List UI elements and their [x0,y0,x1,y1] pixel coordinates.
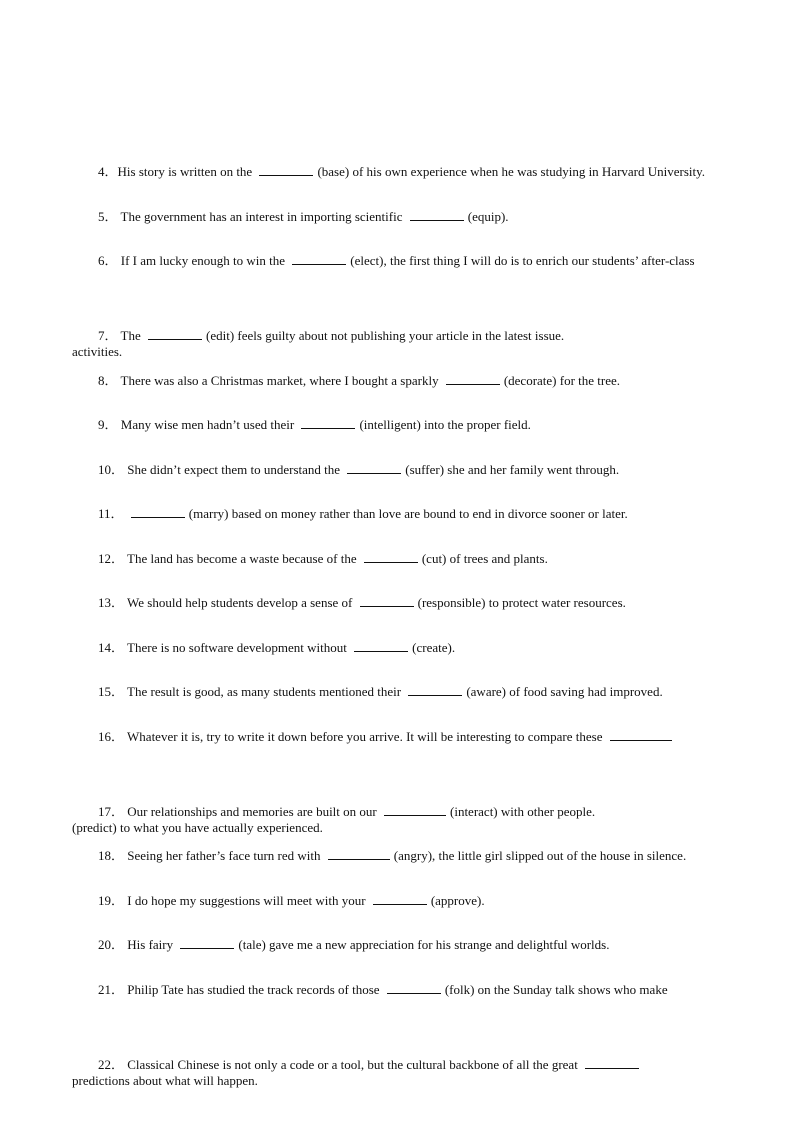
answer-blank[interactable] [292,254,346,265]
question-hint: (marry) based on money rather than love are bound to end in divorce sooner or later. [188,506,628,521]
answer-blank[interactable] [387,983,441,994]
question-continuation: (predict) to what you have actually experienced. [72,819,323,835]
question-hint: (approve). [430,892,485,908]
question-number: 20． [98,937,125,952]
question-text: If I am lucky enough to win the [117,253,289,268]
question-text: Philip Tate has studied the track records of those [124,981,383,997]
question-hint: (create). [412,639,456,655]
question-hint: (suffer) she and her family went through. [405,461,620,477]
question-text: The [117,328,144,343]
question-number: 19． [98,892,125,908]
question-number: 11． [98,506,124,521]
question-number: 14． [98,639,125,655]
question-text: His fairy [124,937,177,952]
question-hint: (decorate) for the tree. [503,372,621,388]
question-text: I do hope my suggestions will meet with your [124,892,369,908]
question-text: His story is written on the [117,164,256,179]
answer-blank[interactable] [364,552,418,563]
question-text: Classical Chinese is not only a code or a tool, but the cultural backbone of all the great [124,1056,582,1072]
question-hint: (tale) gave me a new appreciation for his strange and delightful worlds. [238,937,610,952]
question-hint: (base) of his own experience when he was studying in Harvard University. [317,164,706,179]
question-text: She didn’t expect them to understand the [124,461,344,477]
answer-blank[interactable] [408,685,462,696]
question-hint: (intelligent) into the proper field. [359,417,531,432]
question-continuation: activities. [72,344,123,359]
question-number: 8． [98,372,118,388]
answer-blank[interactable] [259,165,313,176]
answer-blank[interactable] [347,463,401,474]
question-7 [72,266,722,343]
question-hint: (equip). [467,208,509,224]
question-number: 22． [98,1056,125,1072]
question-hint: (edit) feels guilty about not publishing your article in the latest issue. [206,328,565,343]
question-text: The government has an interest in importing scientific [117,208,406,224]
question-hint: (responsible) to protect water resources. [417,595,626,610]
question-hint: (cut) of trees and plants. [421,550,548,566]
question-number: 5． [98,208,118,224]
question-number: 12． [98,550,125,566]
question-text: Our relationships and memories are built on our [124,803,380,819]
answer-blank[interactable] [180,938,234,949]
answer-blank[interactable] [610,730,672,741]
question-number: 18． [98,848,125,863]
question-text: The land has become a waste because of the [124,550,360,566]
question-text: The result is good, as many students mentioned their [124,684,405,699]
question-number: 9． [98,417,118,432]
answer-blank[interactable] [131,507,185,518]
answer-blank[interactable] [410,210,464,221]
answer-blank[interactable] [301,418,355,429]
question-list [72,102,722,1135]
question-hint: (aware) of food saving had improved. [466,684,663,699]
question-number: 10． [98,461,125,477]
question-number: 7． [98,328,118,343]
answer-blank[interactable] [148,329,202,340]
question-number: 13． [98,595,125,610]
answer-blank[interactable] [446,374,500,385]
answer-blank[interactable] [360,596,414,607]
answer-blank[interactable] [354,641,408,652]
answer-blank[interactable] [373,894,427,905]
question-text: Many wise men hadn’t used their [117,417,298,432]
question-text: There was also a Christmas market, where I bought a sparkly [117,372,442,388]
question-number: 17． [98,803,125,819]
question-text [124,506,127,521]
answer-blank[interactable] [328,849,390,860]
question-number: 15． [98,684,125,699]
question-text: There is no software development without [124,639,351,655]
question-hint: (elect), the first thing I will do is to enrich our students’ after-class [350,253,695,268]
question-continuation: predictions about what will happen. [72,1072,258,1088]
question-text: Whatever it is, try to write it down before you arrive. It will be interesting to compare these [124,728,606,744]
question-22 [72,995,722,1135]
answer-blank[interactable] [384,805,446,816]
question-17 [72,742,722,819]
question-4 [72,102,722,179]
question-number: 4． [98,164,118,179]
question-hint: (folk) on the Sunday talk shows who make [444,981,668,997]
question-number: 21． [98,981,125,997]
question-hint: (angry), the little girl slipped out of the house in silence. [393,848,687,863]
question-text: We should help students develop a sense of [124,595,356,610]
question-text: Seeing her father’s face turn red with [124,848,324,863]
question-number: 16． [98,728,125,744]
answer-blank[interactable] [585,1058,639,1069]
question-hint: (interact) with other people. [450,803,596,819]
question-number: 6． [98,253,118,268]
